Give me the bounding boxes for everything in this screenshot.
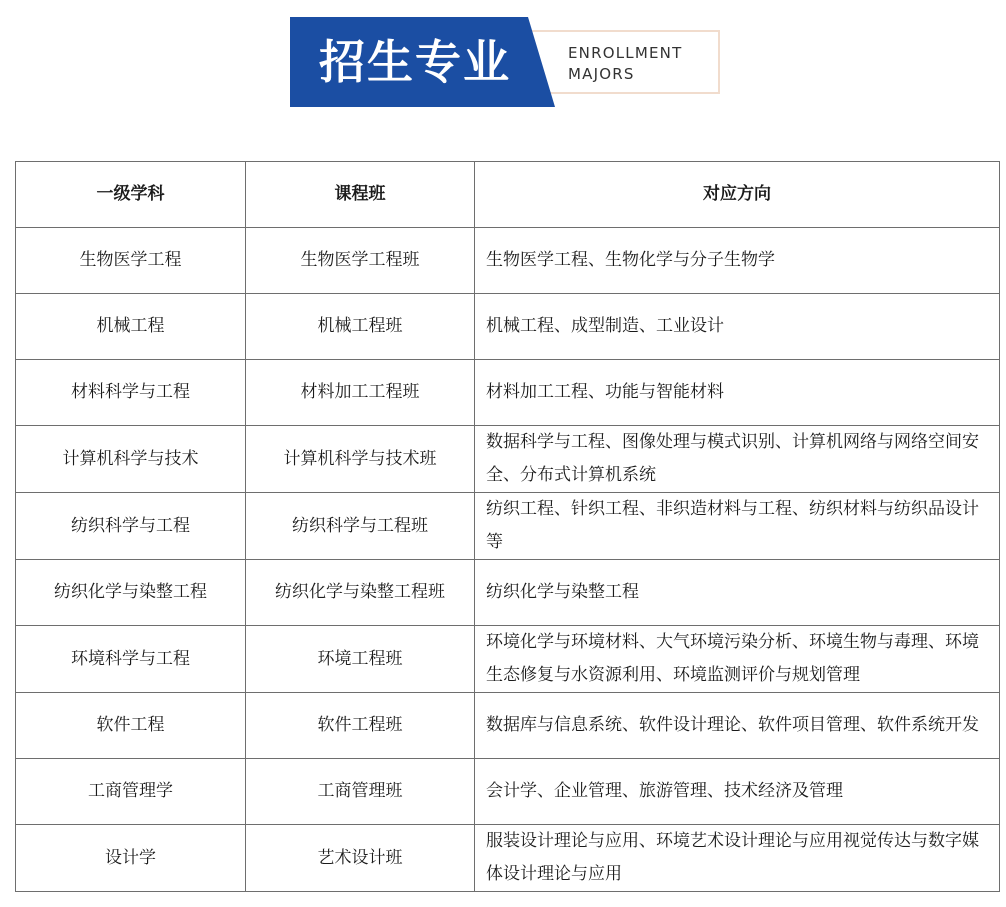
- table-row: [16, 294, 1000, 360]
- majors-table: [15, 161, 1000, 892]
- course-cell: 纺织化学与染整工程班: [246, 560, 475, 626]
- course-cell: 材料加工工程班: [246, 360, 475, 426]
- table-row: [16, 759, 1000, 825]
- direction-cell: 生物医学工程、生物化学与分子生物学: [475, 228, 1000, 294]
- direction-cell: 纺织工程、针织工程、非织造材料与工程、纺织材料与纺织品设计等: [475, 493, 1000, 560]
- course-cell: 环境工程班: [246, 626, 475, 693]
- table-row: [16, 360, 1000, 426]
- discipline-cell: 软件工程: [16, 693, 246, 759]
- discipline-cell: 环境科学与工程: [16, 626, 246, 693]
- direction-cell: 服装设计理论与应用、环境艺术设计理论与应用视觉传达与数字媒体设计理论与应用: [475, 825, 1000, 892]
- direction-cell: 数据科学与工程、图像处理与模式识别、计算机网络与网络空间安全、分布式计算机系统: [475, 426, 1000, 493]
- table-row: [16, 426, 1000, 493]
- table-row: [16, 228, 1000, 294]
- page-subtitle: [568, 43, 682, 85]
- discipline-cell: 生物医学工程: [16, 228, 246, 294]
- table-row: [16, 693, 1000, 759]
- direction-cell: 机械工程、成型制造、工业设计: [475, 294, 1000, 360]
- discipline-cell: 纺织化学与染整工程: [16, 560, 246, 626]
- course-cell: 艺术设计班: [246, 825, 475, 892]
- discipline-cell: 计算机科学与技术: [16, 426, 246, 493]
- page-title: 招生专业: [319, 35, 511, 89]
- course-cell: 工商管理班: [246, 759, 475, 825]
- subtitle-line-1: ENROLLMENT: [568, 44, 683, 62]
- table-header-row: [16, 162, 1000, 228]
- subtitle-line-2: MAJORS: [568, 65, 635, 83]
- discipline-cell: 材料科学与工程: [16, 360, 246, 426]
- course-cell: 生物医学工程班: [246, 228, 475, 294]
- discipline-cell: 纺织科学与工程: [16, 493, 246, 560]
- course-cell: 机械工程班: [246, 294, 475, 360]
- discipline-cell: 工商管理学: [16, 759, 246, 825]
- course-cell: 计算机科学与技术班: [246, 426, 475, 493]
- direction-cell: 环境化学与环境材料、大气环境污染分析、环境生物与毒理、环境生态修复与水资源利用、环境监测评价与规划管理: [475, 626, 1000, 693]
- direction-cell: 纺织化学与染整工程: [475, 560, 1000, 626]
- discipline-cell: 设计学: [16, 825, 246, 892]
- table-row: [16, 560, 1000, 626]
- table-row: [16, 825, 1000, 892]
- direction-cell: 会计学、企业管理、旅游管理、技术经济及管理: [475, 759, 1000, 825]
- direction-cell: 数据库与信息系统、软件设计理论、软件项目管理、软件系统开发: [475, 693, 1000, 759]
- header-banner: [290, 17, 725, 107]
- header-direction: 对应方向: [475, 162, 1000, 228]
- table-row: [16, 493, 1000, 560]
- header-course: 课程班: [246, 162, 475, 228]
- header-discipline: 一级学科: [16, 162, 246, 228]
- course-cell: 软件工程班: [246, 693, 475, 759]
- direction-cell: 材料加工工程、功能与智能材料: [475, 360, 1000, 426]
- course-cell: 纺织科学与工程班: [246, 493, 475, 560]
- table-row: [16, 626, 1000, 693]
- discipline-cell: 机械工程: [16, 294, 246, 360]
